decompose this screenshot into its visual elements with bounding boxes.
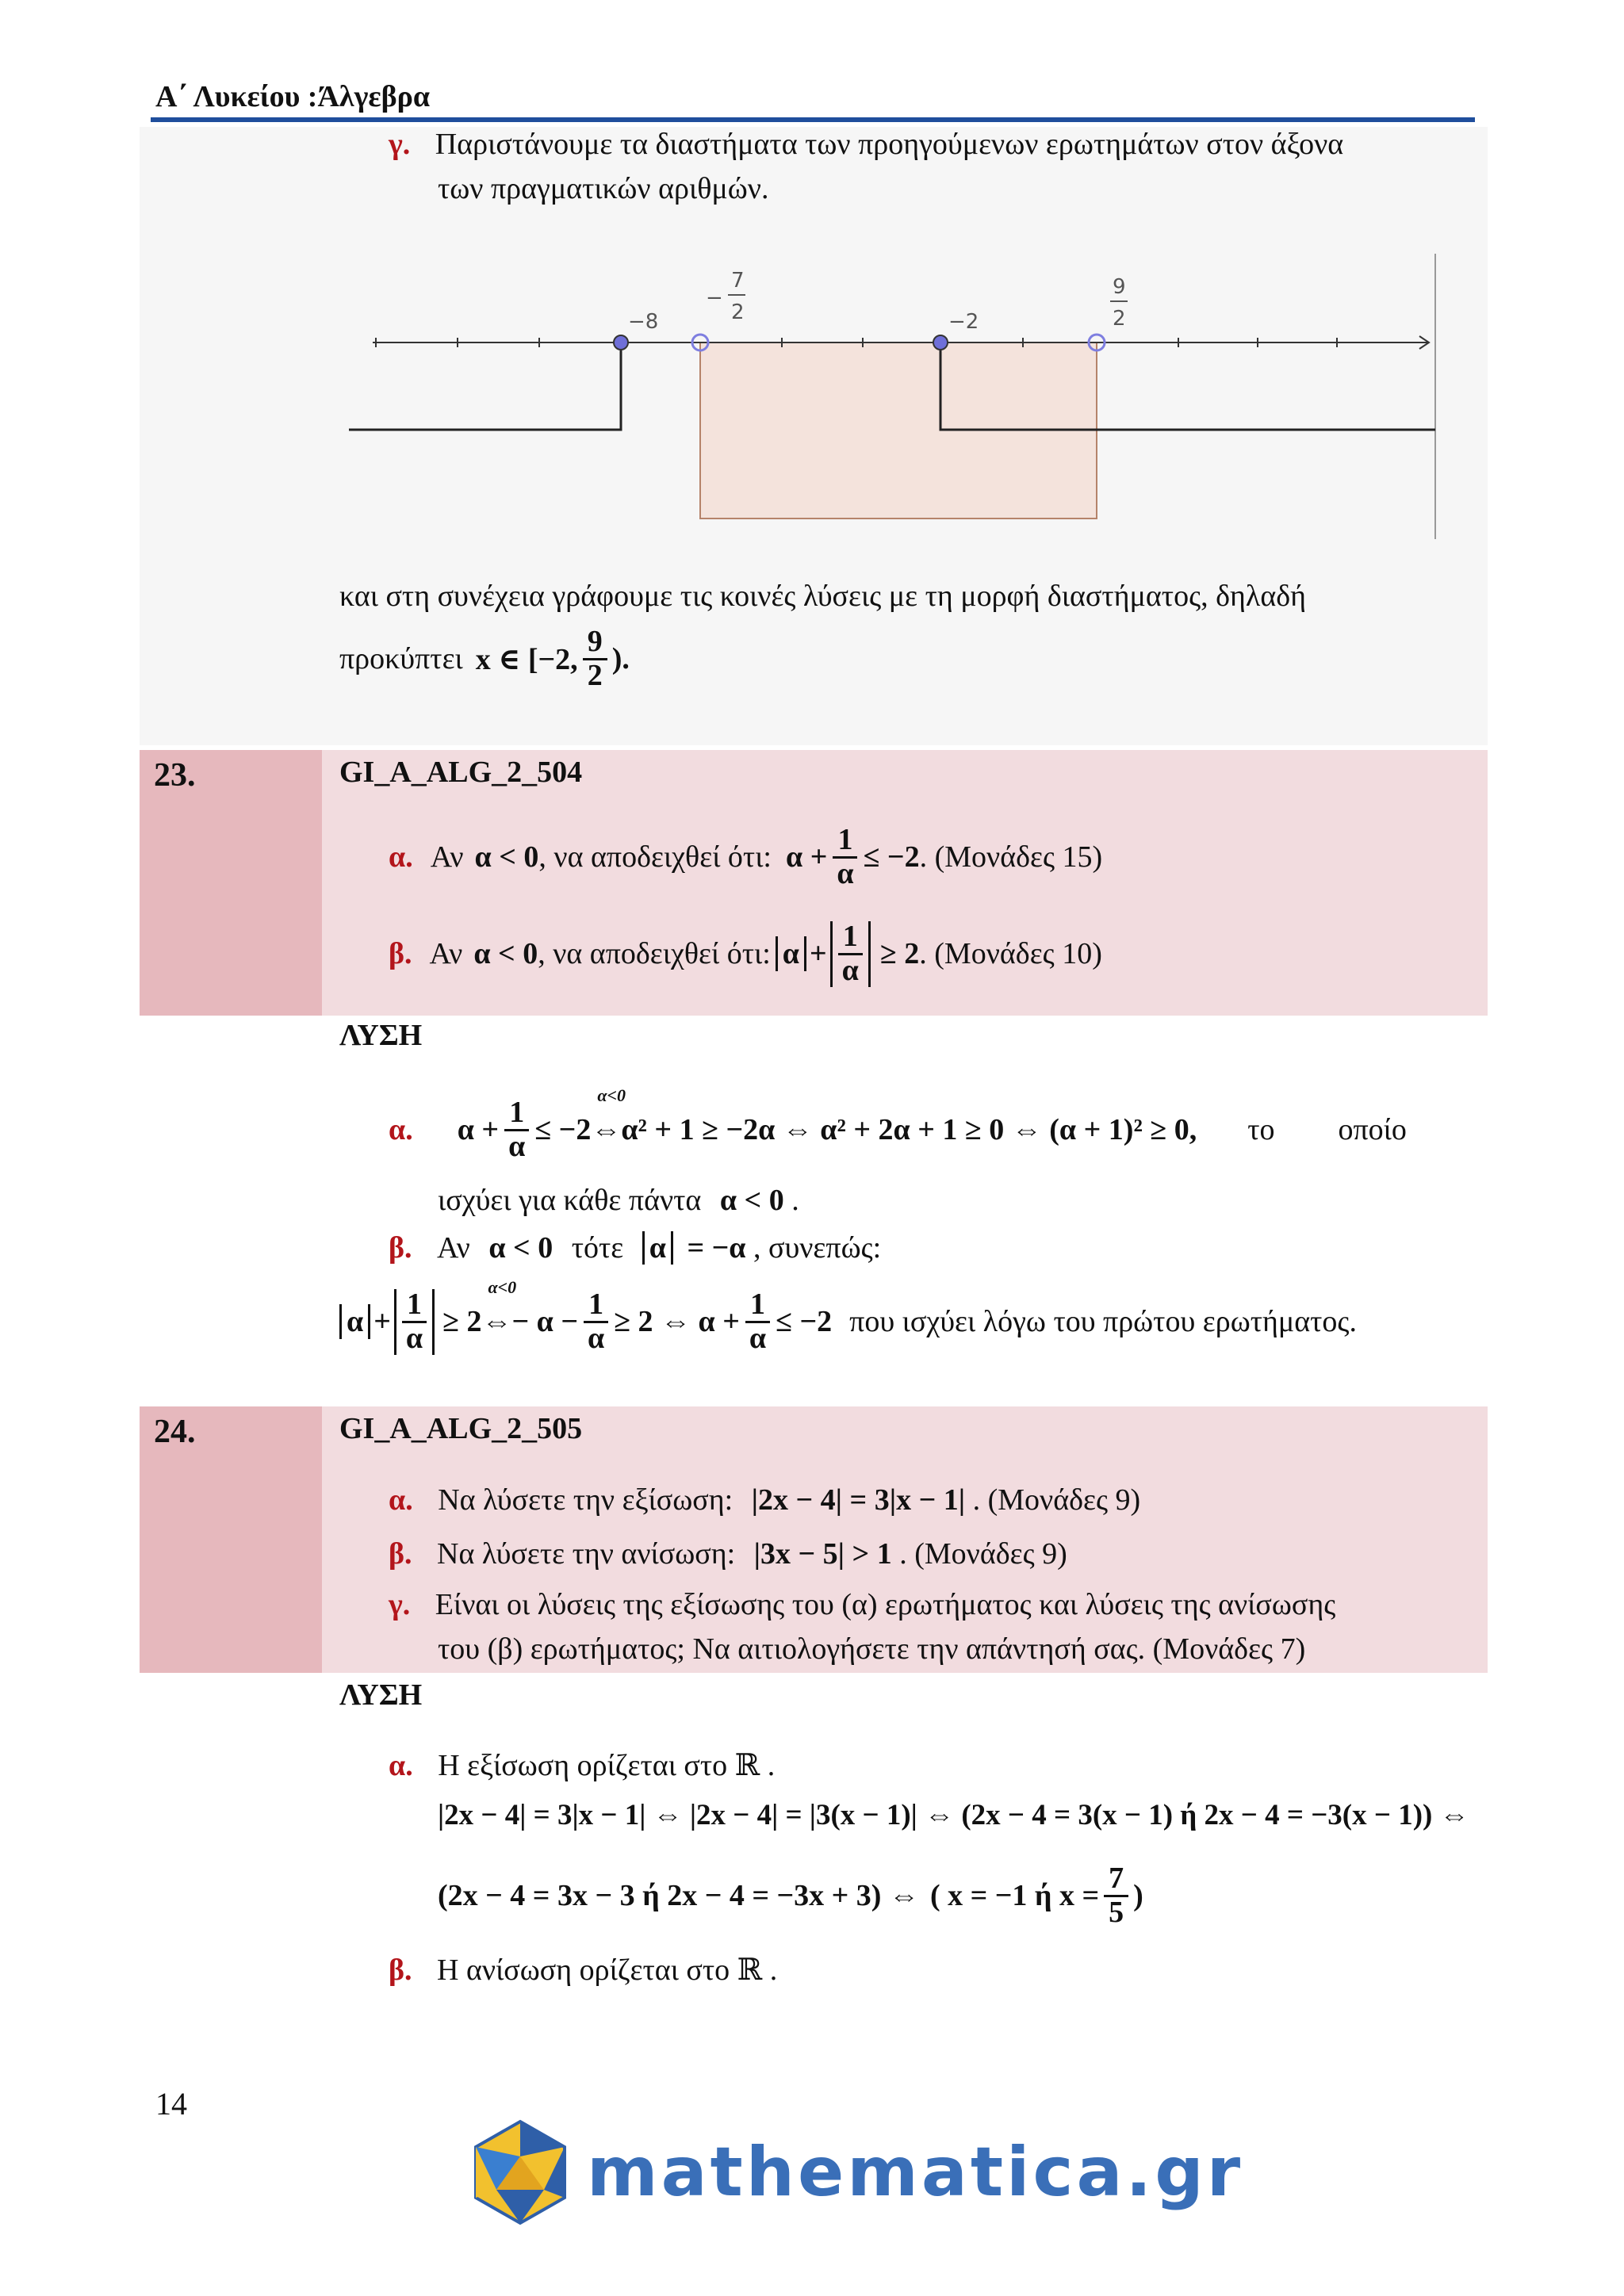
- ex24-question-a: α. Να λύσετε την εξίσωση: |2x − 4| = 3|x − 1| . (Μονάδες 9): [389, 1483, 1141, 1517]
- ex24-question-b: β. Να λύσετε την ανίσωση: |3x − 5| > 1 . (Μονάδες 9): [389, 1537, 1067, 1571]
- ex23-question-b: β. Αν α < 0 , να αποδειχθεί ότι: α + $\frac{1}{\alpha}$ ≥ 2 . (Μονάδες 10): [389, 920, 1102, 987]
- ex24-question-c-line-2: του (β) ερωτήματος; Να αιτιολογήσετε την απάντησή σας. (Μονάδες 7): [438, 1632, 1306, 1666]
- logo-icosahedron-icon: [465, 2117, 576, 2228]
- ex24-solution-a-eq-1: |2x − 4| = 3|x − 1| ⇔ |2x − 4| = |3(x − 1)| ⇔ (2x − 4 = 3(x − 1) ή 2x − 4 = −3(x − 1)) ⇔: [438, 1799, 1469, 1831]
- page-header-title: Α΄ Λυκείου :Άλγεβρα: [155, 80, 431, 113]
- part-c-after-2: [339, 626, 630, 692]
- closed-point-minus-2: [933, 335, 948, 350]
- ex24-solution-b: β. Η ανίσωση ορίζεται στο ℝ .: [389, 1954, 778, 1987]
- part-c-text-1: Παριστάνουμε τα διαστήματα των προηγούμενων ερωτημάτων στον άξονα: [435, 128, 1344, 161]
- ex24-solution-a-eq-2: (2x − 4 = 3x − 3 ή 2x − 4 = −3x + 3) ⇔ ( x = −1 ή x = $\frac{7}{5}$ ): [438, 1862, 1143, 1929]
- label-2-den-b: 2: [1113, 307, 1126, 331]
- exercise-24-code: GI_A_ALG_2_505: [339, 1412, 583, 1445]
- exercise-23-number: 23.: [154, 757, 196, 794]
- exercise-23-code: GI_A_ALG_2_504: [339, 756, 583, 789]
- interval-expr: x ∈ [−2,: [475, 643, 578, 677]
- label-2-den-a: 2: [731, 300, 745, 324]
- closed-point-minus-8: [614, 335, 628, 350]
- number-line-figure: [349, 246, 1443, 547]
- ex24-solution-heading: ΛΥΣΗ: [339, 1678, 423, 1712]
- ex23-solution-a-line-2: ισχύει για κάθε πάντα α < 0 .: [438, 1184, 799, 1217]
- ex23-solution-b-chain: α + $\frac{1}{\alpha}$ ≥ 2 α<0 ⇔− α − $\frac{1}{\alpha}$ ≥ 2 ⇔ α + $\frac{1}{\alpha}$ ≤ −2 που ισχύει λόγω του πρώτου ερωτήματος.: [339, 1289, 1357, 1355]
- ex23-question-a: α. Αν α < 0 , να αποδειχθεί ότι: α + $\frac{1}{\alpha}$ ≤ −2 . (Μονάδες 15): [389, 823, 1103, 890]
- ex24-question-c: γ. Είναι οι λύσεις της εξίσωσης του (α) ερωτήματος και λύσεις της ανίσωσης: [389, 1588, 1336, 1621]
- part-c-marker: γ.: [389, 128, 411, 161]
- ex24-solution-a: α. Η εξίσωση ορίζεται στο ℝ .: [389, 1749, 776, 1782]
- interval-left: [349, 342, 621, 430]
- exercise-24-number-cell: [140, 1406, 322, 1673]
- fraction-9-2: $\frac{9}{2}$: [583, 626, 607, 692]
- interval-close: ).: [611, 642, 630, 676]
- exercise-23-number-cell: [140, 750, 322, 1016]
- ex23-solution-a: α. α + $\frac{1}{\alpha}$ ≤ −2 α<0 ⇔α² + 1 ≥ −2α ⇔ α² + 2α + 1 ≥ 0 ⇔ (α + 1)² ≥ 0, το οποίο: [389, 1085, 1407, 1163]
- label-9: 9: [1113, 275, 1126, 299]
- header-rule: [151, 117, 1475, 122]
- label-minus-sign-7-2: −: [706, 286, 723, 310]
- part-c-line-1: [389, 127, 1343, 162]
- logo-wordmark: mathematica.gr: [587, 2133, 1244, 2212]
- exercise-24-number: 24.: [154, 1414, 196, 1450]
- label-7: 7: [731, 269, 745, 293]
- label-minus-2: −2: [948, 310, 979, 334]
- ex23-solution-b: β. Αν α < 0 τότε α = −α , συνεπώς:: [389, 1231, 882, 1265]
- part-c-line-2: των πραγματικών αριθμών.: [438, 172, 769, 205]
- page-number: 14: [155, 2086, 187, 2122]
- label-minus-8: −8: [628, 310, 659, 334]
- text-prokyptei: προκύπτει: [339, 642, 463, 676]
- part-c-after-1: και στη συνέχεια γράφουμε τις κοινές λύσεις με τη μορφή διαστήματος, δηλαδή: [339, 580, 1307, 613]
- ex23-solution-heading: ΛΥΣΗ: [339, 1019, 423, 1052]
